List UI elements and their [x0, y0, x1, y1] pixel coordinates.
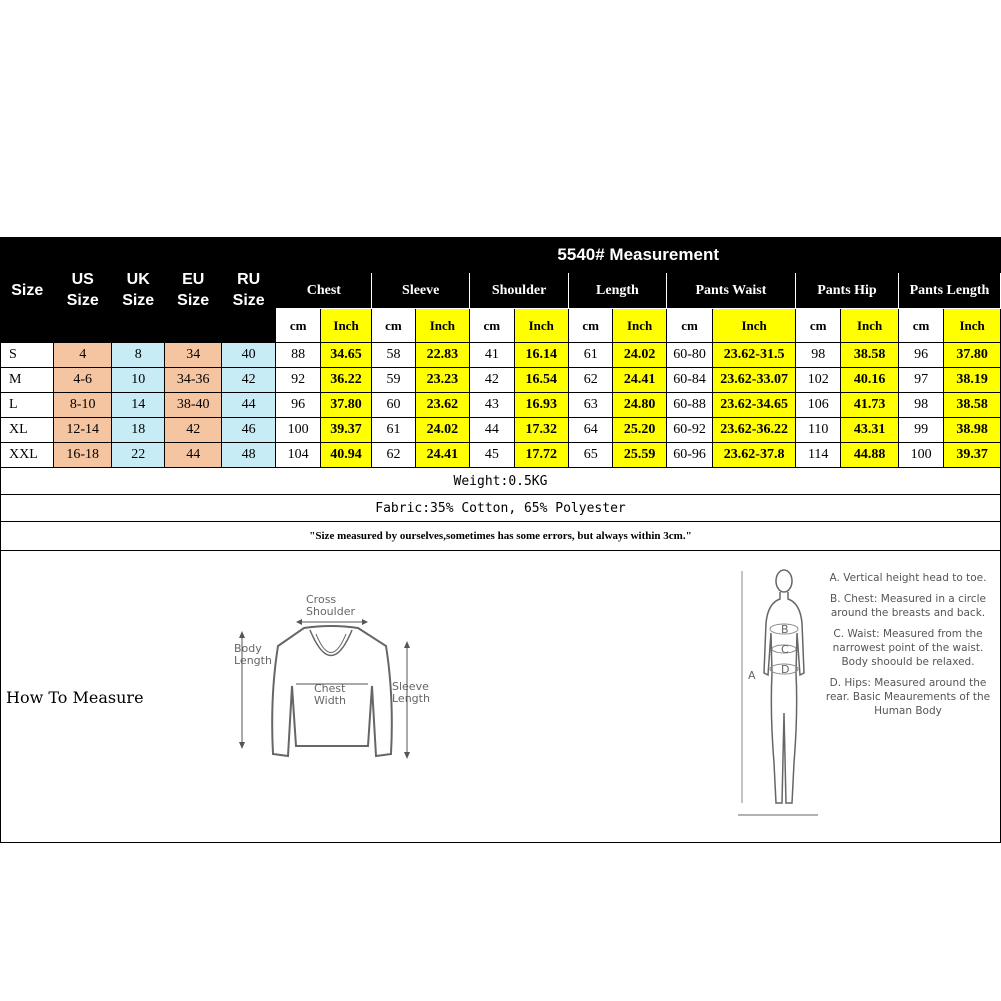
- eu-size-header: EU Size: [165, 238, 222, 343]
- inch-subheader: Inch: [613, 309, 666, 343]
- size-cell: M: [1, 368, 54, 393]
- ru-size-cell: 48: [221, 443, 275, 468]
- group-header-pants-hip: Pants Hip: [796, 273, 899, 309]
- body-label-a: A: [748, 669, 756, 682]
- inch-subheader: Inch: [415, 309, 469, 343]
- inch-value-cell: 23.62-34.65: [713, 393, 796, 418]
- size-cell: XL: [1, 418, 54, 443]
- inch-value-cell: 16.14: [514, 343, 568, 368]
- size-header: Size: [1, 238, 54, 343]
- group-header-length: Length: [569, 273, 667, 309]
- cm-value-cell: 43: [470, 393, 514, 418]
- cm-subheader: cm: [470, 309, 514, 343]
- group-header-sleeve: Sleeve: [372, 273, 470, 309]
- size-table: [0, 237, 1001, 843]
- fabric-info: Fabric:35% Cotton, 65% Polyester: [1, 495, 1001, 522]
- cm-value-cell: 64: [569, 418, 613, 443]
- inch-value-cell: 23.23: [415, 368, 469, 393]
- size-cell: S: [1, 343, 54, 368]
- measurement-note: "Size measured by ourselves,sometimes has some errors, but always within 3cm.": [1, 522, 1001, 551]
- inch-subheader: Inch: [514, 309, 568, 343]
- inch-value-cell: 38.58: [944, 393, 1001, 418]
- table-row: [1, 418, 1001, 443]
- sleeve-length-label: Length: [392, 692, 430, 705]
- inch-value-cell: 17.72: [514, 443, 568, 468]
- size-cell: XXL: [1, 443, 54, 468]
- ru-size-cell: 40: [221, 343, 275, 368]
- cm-value-cell: 61: [569, 343, 613, 368]
- how-to-measure-section: [1, 551, 1001, 843]
- us-size-cell: 8-10: [54, 393, 112, 418]
- cm-value-cell: 114: [796, 443, 841, 468]
- inch-value-cell: 23.62-37.8: [713, 443, 796, 468]
- inch-value-cell: 23.62-31.5: [713, 343, 796, 368]
- inch-value-cell: 24.80: [613, 393, 666, 418]
- inch-value-cell: 39.37: [320, 418, 371, 443]
- inch-value-cell: 38.98: [944, 418, 1001, 443]
- inch-value-cell: 38.19: [944, 368, 1001, 393]
- garment-diagram: [226, 586, 436, 801]
- inch-value-cell: 17.32: [514, 418, 568, 443]
- cm-value-cell: 106: [796, 393, 841, 418]
- cm-value-cell: 110: [796, 418, 841, 443]
- table-row: [1, 443, 1001, 468]
- size-chart: [0, 237, 1001, 843]
- legend-item-d: D. Hips: Measured around the rear. Basic Meaurements of the Human Body: [825, 677, 991, 717]
- cm-value-cell: 60-84: [666, 368, 712, 393]
- uk-size-cell: 14: [111, 393, 164, 418]
- cm-value-cell: 41: [470, 343, 514, 368]
- inch-value-cell: 24.41: [415, 443, 469, 468]
- body-label-d: D: [781, 663, 790, 676]
- inch-value-cell: 39.37: [944, 443, 1001, 468]
- cm-value-cell: 59: [372, 368, 415, 393]
- cm-value-cell: 99: [898, 418, 943, 443]
- inch-value-cell: 37.80: [320, 393, 371, 418]
- cm-value-cell: 63: [569, 393, 613, 418]
- us-size-cell: 4: [54, 343, 112, 368]
- inch-subheader: Inch: [944, 309, 1001, 343]
- legend-item-c: C. Waist: Measured from the narrowest point of the waist. Body shoould be relaxed.: [832, 628, 984, 668]
- inch-value-cell: 24.41: [613, 368, 666, 393]
- inch-value-cell: 40.94: [320, 443, 371, 468]
- weight-info: Weight:0.5KG: [1, 468, 1001, 495]
- cm-subheader: cm: [796, 309, 841, 343]
- inch-value-cell: 23.62-36.22: [713, 418, 796, 443]
- cm-value-cell: 60-80: [666, 343, 712, 368]
- eu-size-cell: 34: [165, 343, 222, 368]
- body-label-b: B: [781, 623, 789, 636]
- cm-value-cell: 44: [470, 418, 514, 443]
- measurement-title: 5540# Measurement: [276, 238, 1001, 273]
- eu-size-cell: 34-36: [165, 368, 222, 393]
- cm-value-cell: 102: [796, 368, 841, 393]
- cm-value-cell: 92: [276, 368, 320, 393]
- cm-value-cell: 100: [898, 443, 943, 468]
- ru-size-header: RU Size: [221, 238, 275, 343]
- cm-value-cell: 96: [276, 393, 320, 418]
- inch-value-cell: 23.62-33.07: [713, 368, 796, 393]
- cm-subheader: cm: [666, 309, 712, 343]
- cm-value-cell: 88: [276, 343, 320, 368]
- ru-size-cell: 42: [221, 368, 275, 393]
- width-label: Width: [314, 694, 346, 707]
- uk-size-cell: 18: [111, 418, 164, 443]
- eu-size-cell: 42: [165, 418, 222, 443]
- cross-label: Cross: [306, 593, 337, 606]
- inch-value-cell: 36.22: [320, 368, 371, 393]
- legend-item-b: B. Chest: Measured in a circle around the breasts and back.: [829, 593, 987, 619]
- uk-size-cell: 22: [111, 443, 164, 468]
- inch-value-cell: 16.54: [514, 368, 568, 393]
- ru-size-cell: 44: [221, 393, 275, 418]
- body-figure-diagram: [738, 563, 818, 823]
- inch-value-cell: 24.02: [415, 418, 469, 443]
- us-size-cell: 12-14: [54, 418, 112, 443]
- cm-subheader: cm: [569, 309, 613, 343]
- table-row: [1, 368, 1001, 393]
- inch-value-cell: 25.59: [613, 443, 666, 468]
- inch-value-cell: 38.58: [841, 343, 899, 368]
- cm-subheader: cm: [372, 309, 415, 343]
- inch-value-cell: 23.62: [415, 393, 469, 418]
- body-label: Body: [234, 642, 262, 655]
- table-row: [1, 393, 1001, 418]
- table-row: [1, 343, 1001, 368]
- cm-value-cell: 98: [898, 393, 943, 418]
- sleeve-label: Sleeve: [392, 680, 429, 693]
- cm-value-cell: 58: [372, 343, 415, 368]
- cm-value-cell: 61: [372, 418, 415, 443]
- cm-value-cell: 60: [372, 393, 415, 418]
- inch-value-cell: 41.73: [841, 393, 899, 418]
- cm-value-cell: 42: [470, 368, 514, 393]
- cm-subheader: cm: [276, 309, 320, 343]
- inch-value-cell: 43.31: [841, 418, 899, 443]
- inch-subheader: Inch: [713, 309, 796, 343]
- eu-size-cell: 38-40: [165, 393, 222, 418]
- inch-subheader: Inch: [841, 309, 899, 343]
- group-header-chest: Chest: [276, 273, 372, 309]
- group-header-pants-length: Pants Length: [898, 273, 1000, 309]
- inch-value-cell: 40.16: [841, 368, 899, 393]
- cm-value-cell: 60-96: [666, 443, 712, 468]
- us-size-cell: 4-6: [54, 368, 112, 393]
- inch-value-cell: 25.20: [613, 418, 666, 443]
- cm-value-cell: 104: [276, 443, 320, 468]
- cm-value-cell: 62: [569, 368, 613, 393]
- inch-subheader: Inch: [320, 309, 371, 343]
- size-cell: L: [1, 393, 54, 418]
- how-to-measure-label: How To Measure: [6, 688, 144, 707]
- group-header-shoulder: Shoulder: [470, 273, 569, 309]
- cm-value-cell: 45: [470, 443, 514, 468]
- uk-size-cell: 8: [111, 343, 164, 368]
- cm-value-cell: 98: [796, 343, 841, 368]
- inch-value-cell: 34.65: [320, 343, 371, 368]
- cm-value-cell: 62: [372, 443, 415, 468]
- cm-value-cell: 65: [569, 443, 613, 468]
- inch-value-cell: 22.83: [415, 343, 469, 368]
- measurement-legend: [818, 571, 998, 725]
- cm-value-cell: 100: [276, 418, 320, 443]
- shoulder-label: Shoulder: [306, 605, 355, 618]
- body-label-c: C: [781, 643, 789, 656]
- body-length-label: Length: [234, 654, 272, 667]
- inch-value-cell: 16.93: [514, 393, 568, 418]
- cm-value-cell: 60-92: [666, 418, 712, 443]
- inch-value-cell: 44.88: [841, 443, 899, 468]
- uk-size-cell: 10: [111, 368, 164, 393]
- cm-value-cell: 60-88: [666, 393, 712, 418]
- group-header-pants-waist: Pants Waist: [666, 273, 795, 309]
- us-size-cell: 16-18: [54, 443, 112, 468]
- inch-value-cell: 24.02: [613, 343, 666, 368]
- uk-size-header: UK Size: [111, 238, 164, 343]
- us-size-header: US Size: [54, 238, 112, 343]
- eu-size-cell: 44: [165, 443, 222, 468]
- ru-size-cell: 46: [221, 418, 275, 443]
- cm-subheader: cm: [898, 309, 943, 343]
- inch-value-cell: 37.80: [944, 343, 1001, 368]
- cm-value-cell: 97: [898, 368, 943, 393]
- cm-value-cell: 96: [898, 343, 943, 368]
- chest-label: Chest: [314, 682, 346, 695]
- legend-item-a: A. Vertical height head to toe.: [829, 572, 987, 584]
